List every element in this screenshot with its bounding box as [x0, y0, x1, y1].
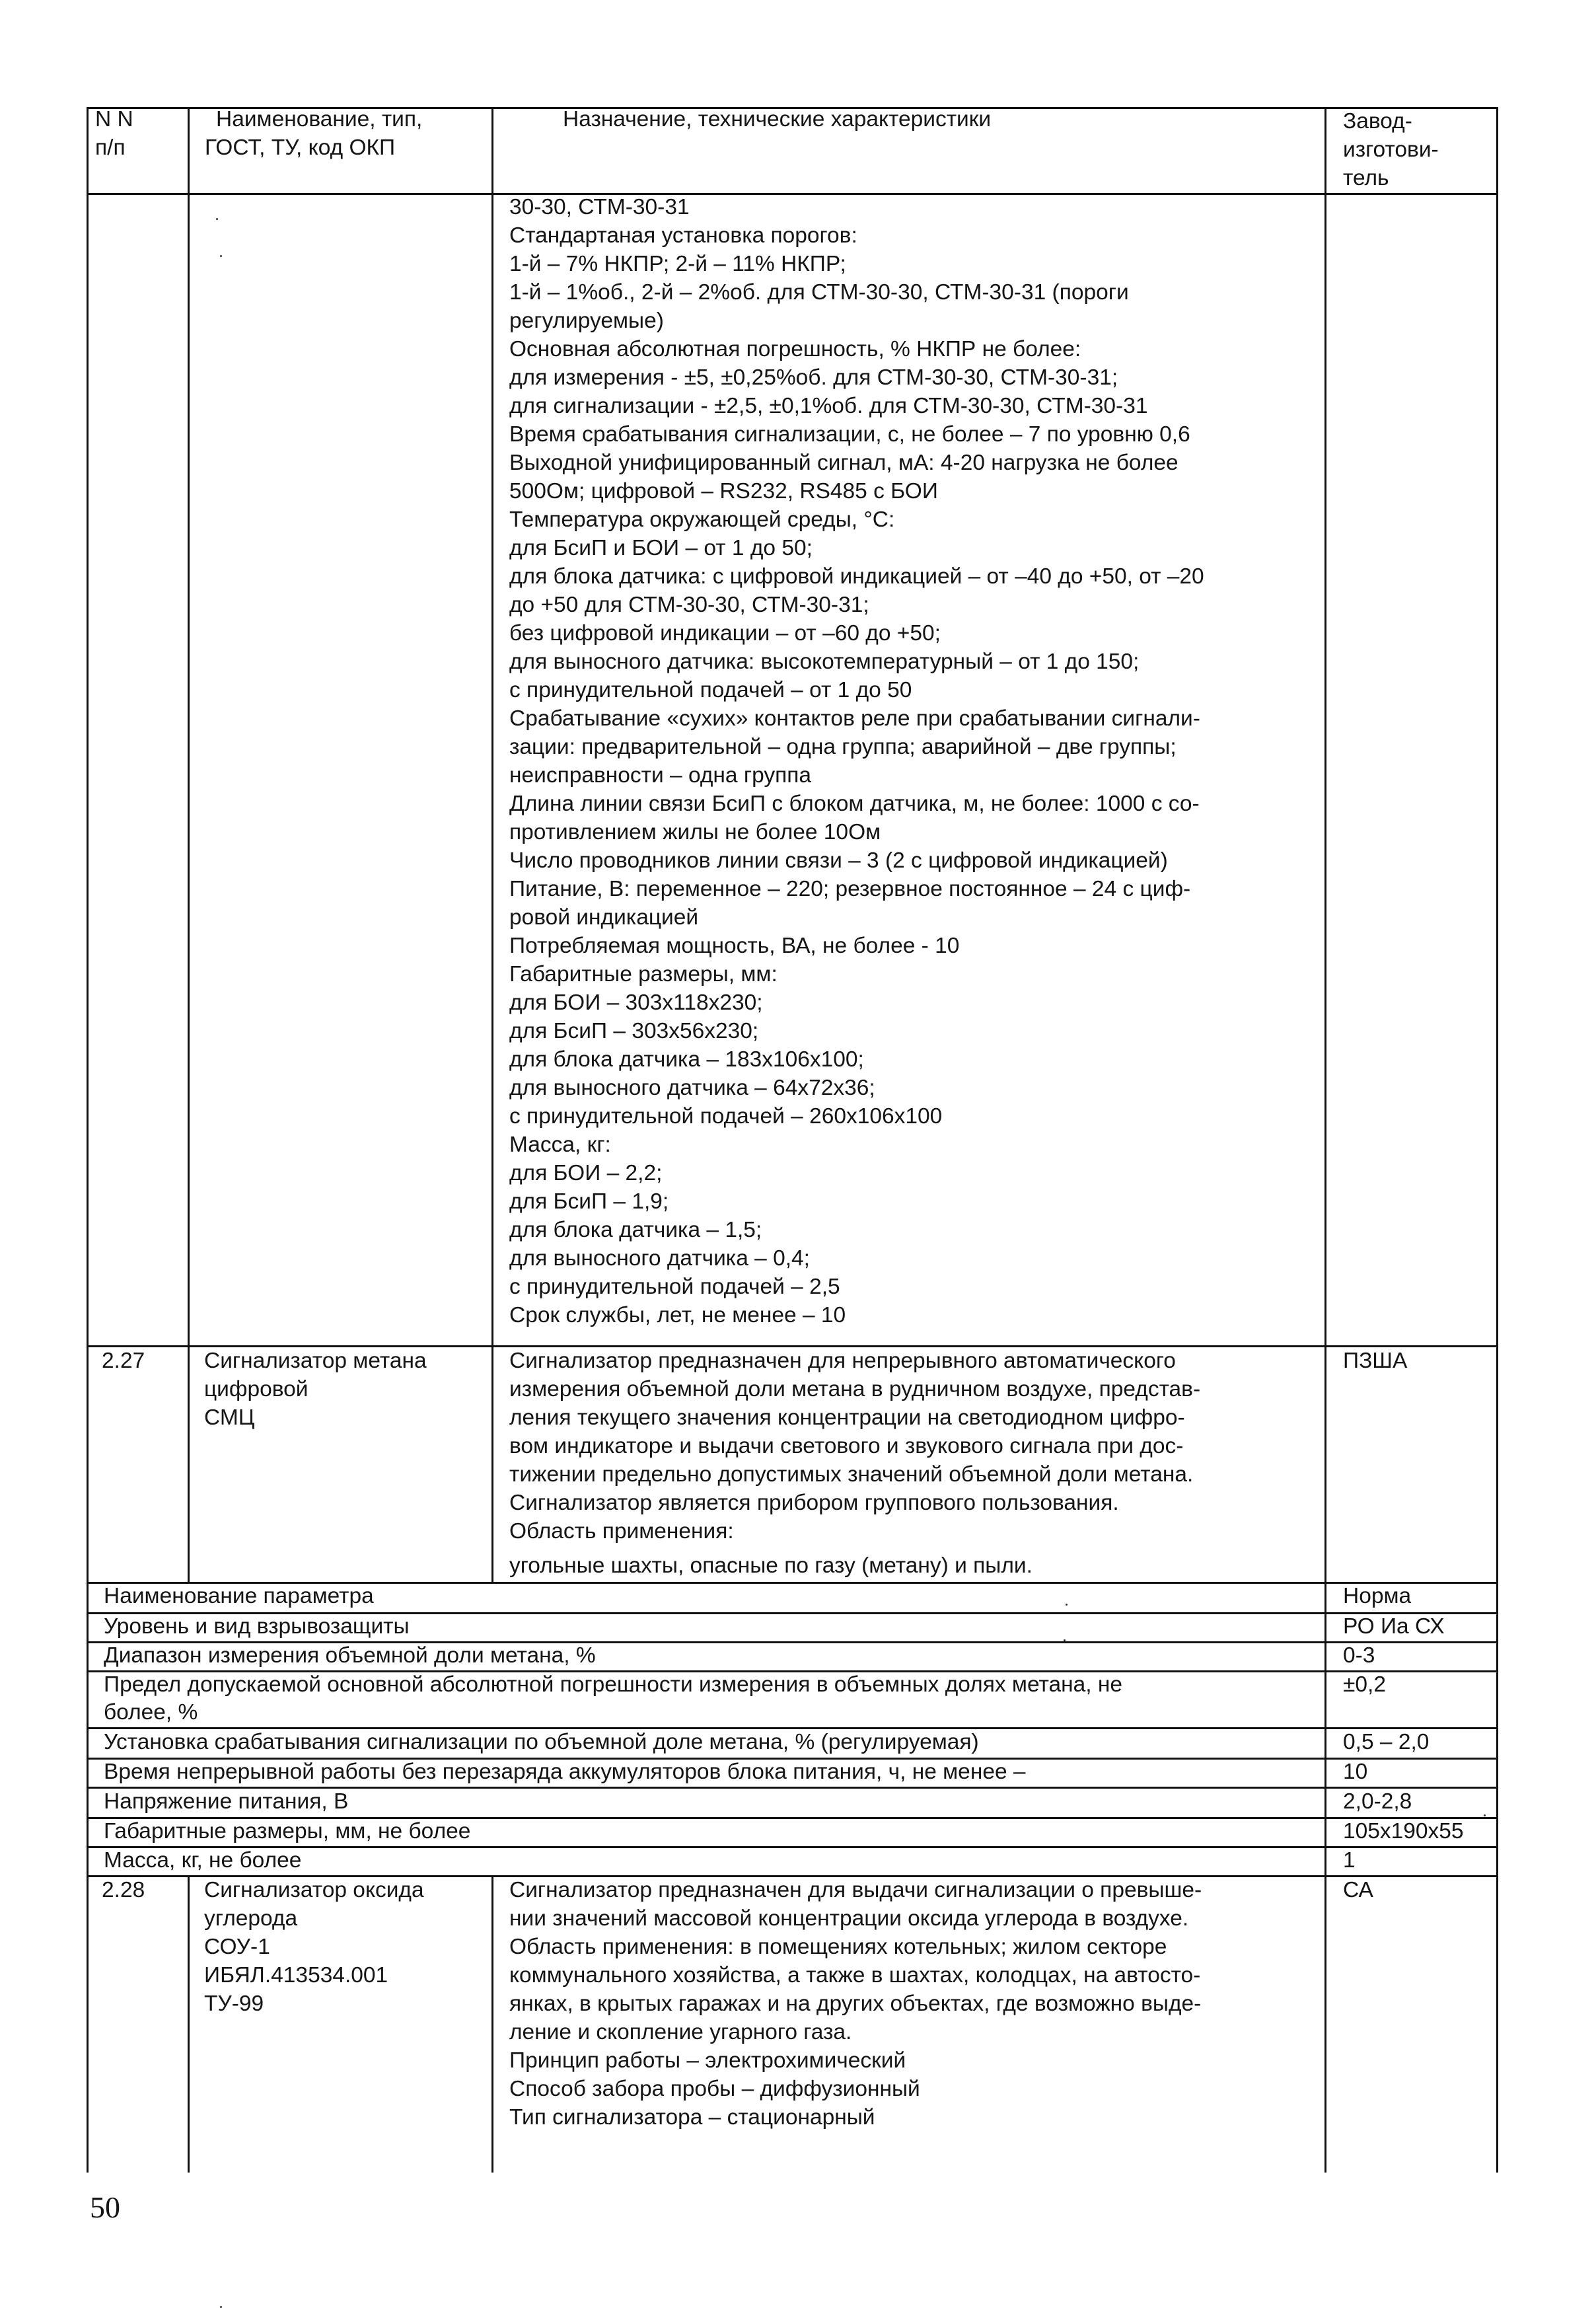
param-norm: 0-3: [1343, 1643, 1375, 1668]
cont-line: противлением жилы не более 10Ом: [509, 820, 881, 844]
cont-line: для БсиП – 303x56x230;: [509, 1019, 759, 1043]
cont-line: 1-й – 1%об., 2-й – 2%об. для СТМ-30-30, СТМ-30-31 (пороги: [509, 280, 1129, 305]
item-name-line: СОУ-1: [204, 1935, 270, 1959]
param-header-name: Наименование параметра: [104, 1584, 374, 1608]
item-name-line: Сигнализатор метана: [204, 1349, 427, 1373]
cont-line: Время срабатывания сигнализации, с, не более – 7 по уровню 0,6: [509, 422, 1190, 447]
param-header-norm: Норма: [1343, 1584, 1412, 1608]
cont-line: с принудительной подачей – 2,5: [509, 1275, 840, 1299]
cont-line: с принудительной подачей – 260x106x100: [509, 1104, 943, 1129]
param-norm: 105x190x55: [1343, 1819, 1464, 1843]
param-name: Диапазон измерения объемной доли метана, %: [104, 1643, 596, 1668]
header-name-2: ГОСТ, ТУ, код ОКП: [205, 135, 396, 160]
scan-speck: [1484, 1814, 1486, 1816]
cont-line: для блока датчика – 183x106x100;: [509, 1047, 864, 1072]
cont-line: для блока датчика: с цифровой индикацией – от –40 до +50, от –20: [509, 564, 1204, 589]
cont-line: неисправности – одна группа: [509, 763, 811, 788]
item-desc-line: Сигнализатор является прибором группового пользования.: [509, 1491, 1119, 1515]
cont-line: для БОИ – 2,2;: [509, 1161, 663, 1185]
header-maker-2: изготови-: [1343, 137, 1439, 162]
cont-line: Потребляемая мощность, ВА, не более - 10: [509, 934, 960, 958]
param-name: Уровень и вид взрывозащиты: [104, 1614, 410, 1639]
header-maker-1: Завод-: [1343, 109, 1412, 133]
rule-params-norm: [1324, 1582, 1326, 1877]
rule-header-bottom: [87, 193, 1498, 195]
cont-line: для блока датчика – 1,5;: [509, 1218, 762, 1242]
item-name-line: СМЦ: [204, 1405, 255, 1430]
item-desc-line: ления текущего значения концентрации на светодиодном цифро-: [509, 1405, 1185, 1430]
cont-line: Стандартаная установка порогов:: [509, 223, 857, 248]
cont-line: 30-30, СТМ-30-31: [509, 195, 690, 219]
param-name: Установка срабатывания сигнализации по объемной доле метана, % (регулируемая): [104, 1730, 979, 1754]
header-maker-3: тель: [1343, 166, 1389, 190]
param-norm: 10: [1343, 1760, 1368, 1784]
scan-speck: [1066, 1604, 1068, 1606]
item-desc-line: Способ забора пробы – диффузионный: [509, 2077, 920, 2101]
rule-col4-upper: [1324, 107, 1326, 1584]
cont-line: для выносного датчика – 64x72x36;: [509, 1076, 875, 1100]
item-desc-line: Область применения:: [509, 1519, 734, 1544]
item-name-line: ТУ-99: [204, 1992, 264, 2016]
scan-speck: [216, 218, 218, 220]
item-name-line: Сигнализатор оксида: [204, 1878, 424, 1902]
item-desc-line: Тип сигнализатора – стационарный: [509, 2105, 875, 2130]
cont-line: Срабатывание «сухих» контактов реле при срабатывании сигнали-: [509, 706, 1200, 731]
cont-line: Число проводников линии связи – 3 (2 с цифровой индикацией): [509, 848, 1168, 873]
cont-line: для БОИ – 303x118x230;: [509, 990, 763, 1015]
item-desc-line: измерения объемной доли метана в рудничном воздухе, представ-: [509, 1377, 1201, 1401]
rule-col2-lower: [188, 1875, 190, 2173]
item-maker: СА: [1343, 1878, 1373, 1902]
cont-line: Габаритные размеры, мм:: [509, 962, 778, 986]
cont-line: с принудительной подачей – от 1 до 50: [509, 678, 912, 702]
header-name-1: Наименование, тип,: [216, 107, 423, 131]
param-name-cont: более, %: [104, 1700, 198, 1725]
cont-line: Срок службы, лет, не менее – 10: [509, 1303, 846, 1327]
rule-col4-lower: [1324, 1875, 1326, 2173]
cont-line: Длина линии связи БсиП с блоком датчика, м, не более: 1000 с со-: [509, 792, 1200, 816]
item-desc-line: тижении предельно допустимых значений объемной доли метана.: [509, 1462, 1194, 1487]
rule-right: [1496, 107, 1498, 2173]
item-desc-line: янках, в крытых гаражах и на других объектах, где возможно выде-: [509, 1992, 1202, 2016]
item-name-line: цифровой: [204, 1377, 308, 1401]
cont-line: 500Ом; цифровой – RS232, RS485 с БОИ: [509, 479, 938, 503]
item-desc-line: вом индикаторе и выдачи светового и звукового сигнала при дос-: [509, 1434, 1184, 1458]
item-desc-line: Сигнализатор предназначен для непрерывного автоматического: [509, 1349, 1176, 1373]
item-desc-line: Принцип работы – электрохимический: [509, 2048, 906, 2073]
item-desc-line: ление и скопление угарного газа.: [509, 2020, 852, 2044]
cont-line: Выходной унифицированный сигнал, мА: 4-20 нагрузка не более: [509, 451, 1179, 475]
header-purpose: Назначение, технические характеристики: [563, 107, 992, 131]
item-desc-line: коммунального хозяйства, а также в шахтах, колодцах, на автосто-: [509, 1963, 1201, 1988]
param-name: Габаритные размеры, мм, не более: [104, 1819, 471, 1843]
item-desc-line: нии значений массовой концентрации оксида углерода в воздухе.: [509, 1906, 1189, 1931]
cont-line: регулируемые): [509, 309, 664, 333]
item-desc-line: Сигнализатор предназначен для выдачи сигнализации о превыше-: [509, 1878, 1202, 1902]
param-norm: ±0,2: [1343, 1672, 1386, 1697]
item-desc-line: угольные шахты, опасные по газу (метану) и пыли.: [509, 1553, 1033, 1578]
cont-line: Температура окружающей среды, °С:: [509, 507, 895, 532]
rule-col3-upper: [491, 107, 493, 1584]
rule-col2-upper: [188, 107, 190, 1584]
item-number: 2.27: [102, 1349, 145, 1373]
param-name: Масса, кг, не более: [104, 1848, 302, 1873]
cont-line: для выносного датчика: высокотемпературный – от 1 до 150;: [509, 650, 1140, 674]
param-name: Время непрерывной работы без перезаряда аккумуляторов блока питания, ч, не менее –: [104, 1760, 1026, 1784]
item-maker: ПЗША: [1343, 1349, 1408, 1373]
cont-line: для БсиП и БОИ – от 1 до 50;: [509, 536, 813, 560]
cont-line: 1-й – 7% НКПР; 2-й – 11% НКПР;: [509, 252, 846, 276]
rule-col3-lower: [491, 1875, 493, 2173]
param-name: Напряжение питания, В: [104, 1789, 349, 1814]
cont-line: ровой индикацией: [509, 905, 699, 930]
cont-line: без цифровой индикации – от –60 до +50;: [509, 621, 941, 646]
rule-left: [87, 107, 89, 2173]
cont-line: до +50 для СТМ-30-30, СТМ-30-31;: [509, 593, 869, 617]
param-norm: 2,0-2,8: [1343, 1789, 1412, 1814]
item-name-line: углерода: [204, 1906, 298, 1931]
item-name-line: ИБЯЛ.413534.001: [204, 1963, 388, 1988]
cont-line: Основная абсолютная погрешность, % НКПР не более:: [509, 337, 1081, 361]
header-num-1: N N: [95, 107, 133, 131]
param-name: Предел допускаемой основной абсолютной погрешности измерения в объемных долях метана, не: [104, 1672, 1122, 1697]
item-number: 2.28: [102, 1878, 145, 1902]
scan-speck: [1064, 1639, 1066, 1641]
cont-line: для выносного датчика – 0,4;: [509, 1246, 810, 1271]
cont-line: Масса, кг:: [509, 1133, 611, 1157]
cont-line: для сигнализации - ±2,5, ±0,1%об. для СТМ-30-30, СТМ-30-31: [509, 394, 1148, 418]
header-num-2: п/п: [95, 135, 126, 160]
cont-line: зации: предварительной – одна группа; аварийной – две группы;: [509, 735, 1177, 759]
cont-line: для измерения - ±5, ±0,25%об. для СТМ-30-30, СТМ-30-31;: [509, 365, 1118, 390]
cont-line: для БсиП – 1,9;: [509, 1189, 669, 1214]
cont-line: Питание, В: переменное – 220; резервное постоянное – 24 с циф-: [509, 877, 1191, 901]
scan-speck: [220, 255, 222, 257]
page-number: 50: [90, 2190, 120, 2224]
param-norm: РО Иа СХ: [1343, 1614, 1445, 1639]
param-norm: 0,5 – 2,0: [1343, 1730, 1430, 1754]
param-norm: 1: [1343, 1848, 1356, 1873]
item-desc-line: Область применения: в помещениях котельных; жилом секторе: [509, 1935, 1167, 1959]
